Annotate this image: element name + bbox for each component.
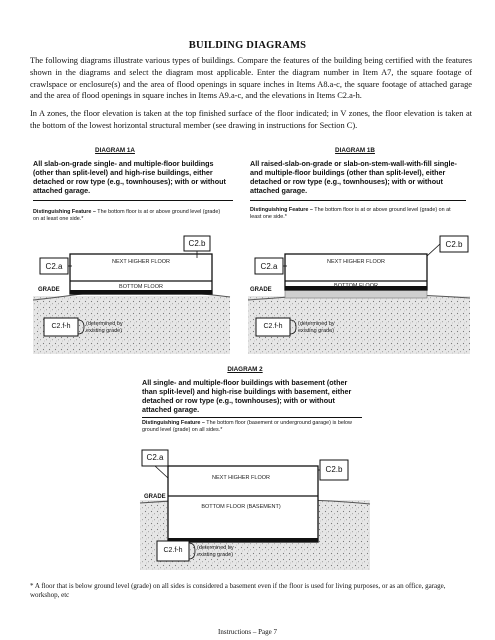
diagram-2-c2a-leader <box>155 466 168 478</box>
diagram-1b-title: All raised-slab-on-grade or slab-on-stem-wall-with-fill single- and multiple-floor buildings (other than split-level), either detached or row type (e.g., townhouses); with or without attached garage. <box>250 159 457 195</box>
diagram-1a-label: DIAGRAM 1A <box>95 147 135 154</box>
diagram-1a-feature-text: The bottom floor is at or above ground level (grade) on at least one side.* <box>33 209 221 222</box>
diagram-2-feature <box>142 420 362 434</box>
intro-paragraph: The following diagrams illustrate various types of buildings. Compare the features of the building being certified with the features shown in the diagrams and select the diagram most applicable. Enter the diagram number in Item A7, the square footage of crawlspace or enclosure(s) and the area of flood openings in square inches in Items A8.a-c, the square footage of attached garage and the area of flood openings in square inches in Items A9.a-c, and the elevations in Items C2.a-h. <box>30 56 472 101</box>
diagram-1b-bottom-floor: BOTTOM FLOOR <box>334 283 378 289</box>
diagram-1b-c2a: C2.a <box>260 262 278 271</box>
diagram-2-c2b: C2.b <box>325 465 343 474</box>
diagram-1a-bottom-floor: BOTTOM FLOOR <box>119 284 163 290</box>
diagram-2-existing-grade: (determined by existing grade) <box>197 545 234 558</box>
diagram-1b-existing-grade: (determined by existing grade) <box>298 321 335 334</box>
diagram-1b-next-higher: NEXT HIGHER FLOOR <box>327 259 385 265</box>
diagram-1b-rule <box>250 200 466 201</box>
diagram-1b-c2fh: C2.f-h <box>263 323 283 330</box>
zones-paragraph: In A zones, the floor elevation is taken at the top finished surface of the floor indicated; in V zones, the floor elevation is taken at the bottom of the lowest horizontal structural member (see drawing in instructions for Section C). <box>30 109 472 130</box>
diagram-1b-feature-text: The bottom floor is at or above ground level (grade) on at least one side.* <box>250 207 451 220</box>
diagram-2-rule <box>142 417 362 418</box>
diagram-1b-feature-label: Distinguishing Feature – <box>250 207 313 213</box>
diagram-1b-label: DIAGRAM 1B <box>335 147 375 154</box>
diagram-1a-drawing <box>33 236 230 354</box>
diagram-1b-c2b: C2.b <box>445 240 463 249</box>
diagram-2-label: DIAGRAM 2 <box>227 366 263 373</box>
diagram-2-c2a: C2.a <box>146 453 164 462</box>
diagram-2-grade: GRADE <box>144 494 166 500</box>
diagram-1a-feature <box>33 209 223 223</box>
page-title: BUILDING DIAGRAMS <box>188 40 307 51</box>
diagram-1b-feature <box>250 207 462 221</box>
diagram-1b-c2b-leader <box>427 244 440 256</box>
diagram-1b-fill <box>285 290 427 298</box>
diagram-1a-title: All slab-on-grade single- and multiple-floor buildings (other than split-level) and high-rise buildings, either detached or row type (e.g., townhouses); with or without attached garage. <box>33 159 226 195</box>
diagram-1b-drawing <box>248 236 470 354</box>
diagram-1a-feature-label: Distinguishing Feature – <box>33 209 96 215</box>
diagram-2-basement-slab <box>168 538 318 542</box>
footnote: * A floor that is below ground level (grade) on all sides is considered a basement even if the floor is used for living purposes, or as an office, garage, workshop, etc <box>30 582 446 599</box>
diagram-2-title: All single- and multiple-floor buildings with basement (other than split-level) and high-rise buildings with basement, either detached or row type (e.g., townhouses); with or without attached garage. <box>142 378 352 414</box>
diagram-2-feature-label: Distinguishing Feature – <box>142 420 205 426</box>
diagram-2-next-higher: NEXT HIGHER FLOOR <box>212 475 270 481</box>
diagram-1a-c2a: C2.a <box>45 262 63 271</box>
diagram-1a-rule <box>33 200 233 201</box>
page-footer: Instructions – Page 7 <box>218 628 277 636</box>
diagram-2-bottom-floor: BOTTOM FLOOR (BASEMENT) <box>201 504 281 510</box>
diagram-1a-existing-grade: (determined by existing grade) <box>86 321 123 334</box>
diagram-1a-next-higher: NEXT HIGHER FLOOR <box>112 259 170 265</box>
diagram-2-feature-text: The bottom floor (basement or underground garage) is below ground level (grade) on all sides.* <box>142 420 352 433</box>
diagram-1b-grade: GRADE <box>250 287 272 293</box>
diagram-1a-c2b: C2.b <box>188 239 206 248</box>
diagram-1a-c2fh: C2.f-h <box>51 323 71 330</box>
diagram-2-c2fh: C2.f-h <box>163 547 183 554</box>
diagram-1a-grade: GRADE <box>38 287 60 293</box>
